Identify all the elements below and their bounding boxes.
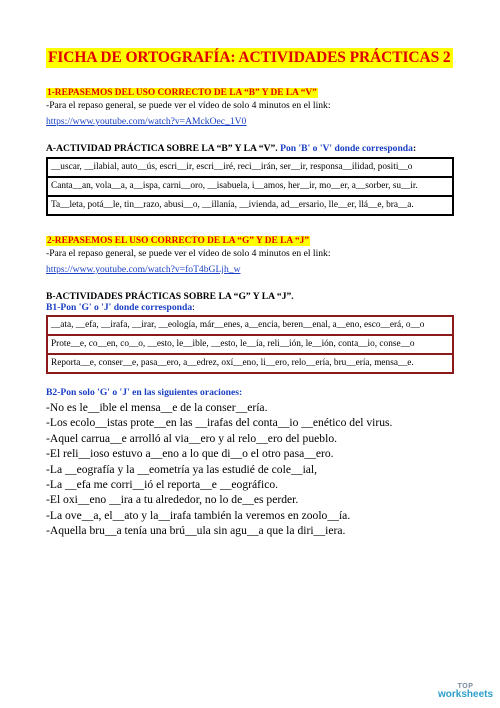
activity-b-title: B-ACTIVIDADES PRÁCTICAS SOBRE LA “G” Y LA “J”. <box>46 291 294 302</box>
activity-a-table <box>46 157 454 216</box>
exercise-row[interactable]: Ta__leta, potá__le, tin__razo, abusi__o, __illanía, __ivienda, ad__ersario, lle__er, llá__e, bra__a. <box>46 197 454 216</box>
sentence[interactable]: -No es le__ible el mensa__e de la conser__ería. <box>46 401 268 414</box>
sentence[interactable]: -La ove__a, el__ato y la__irafa también la veremos en zoolo__ía. <box>46 508 351 522</box>
topworksheets-logo <box>438 683 493 700</box>
activity-a-title: A-ACTIVIDAD PRÁCTICA SOBRE LA “B” Y LA “V”. <box>46 143 278 154</box>
b2-heading: B2-Pon solo 'G' o 'J' en las siguientes oraciones: <box>46 387 243 398</box>
sentence[interactable]: -Los ecolo__istas prote__en las __irafas del conta__io __enético del virus. <box>46 416 393 430</box>
activity-a-instruction: Pon 'B' o 'V' donde corresponda <box>280 143 413 154</box>
exercise-row[interactable]: Canta__an, vola__a, a__ispa, carni__oro, __isabuela, i__amos, her__ir, mo__er, a__sorber, su__ir. <box>46 178 454 197</box>
page-title: FICHA DE ORTOGRAFÍA: ACTIVIDADES PRÁCTICAS 2 <box>48 49 451 66</box>
sentence[interactable]: -La __efa me corri__ió el reporta__e __eográfico. <box>46 478 279 492</box>
exercise-row[interactable]: __uscar, __ilabial, auto__ús, escri__ir, escri__iré, reci__irán, ser__ir, responsa__ilidad, positi__o <box>46 157 454 178</box>
section-bv-intro: -Para el repaso general, se puede ver el vídeo de solo 4 minutos en el link: <box>46 100 331 111</box>
activity-a-heading: A-ACTIVIDAD PRÁCTICA SOBRE LA “B” Y LA “V”. Pon 'B' o 'V' donde corresponda: <box>46 143 417 154</box>
exercise-row[interactable]: Prote__e, co__en, co__o, __esto, le__ible, __esto, le__ía, reli__ión, le__ión, conta__io, conse__o <box>46 336 454 355</box>
b2-sentences <box>46 400 456 539</box>
section-bv <box>46 82 456 216</box>
logo-top-text: TOP <box>457 683 474 690</box>
logo-brand-text: worksheets <box>438 689 494 700</box>
sentence[interactable]: -Aquella bru__a tenía una brú__ula sin agu__a que la diri__iera. <box>46 524 346 538</box>
exercise-row[interactable]: __ata, __efa, __irafa, __irar, __eología, már__enes, a__encia, beren__enal, a__eno, esco__erá, o__o <box>46 315 454 336</box>
activity-b1-table <box>46 315 454 374</box>
sentence[interactable]: -El reli__ioso estuvo a__eno a lo que di__o el otro pasa__ero. <box>46 447 334 461</box>
sentence[interactable]: -El oxi__eno __ira a tu alrededor, no lo de__es perder. <box>46 493 299 507</box>
section-bv-heading: 1-REPASEMOS DEL USO CORRECTO DE LA “B” Y DE LA “V” <box>47 88 317 98</box>
section-gj <box>46 230 456 539</box>
section-gj-video-link[interactable]: https://www.youtube.com/watch?v=foT4bGLjh_w <box>46 264 241 275</box>
exercise-row[interactable]: Reporta__e, conser__e, pasa__ero, a__edrez, oxí__eno, li__ero, relo__ería, bru__ería, mensa__e. <box>46 355 454 374</box>
worksheet-page <box>46 48 456 539</box>
section-gj-intro: -Para el repaso general, se puede ver el vídeo de solo 4 minutos en el link: <box>46 248 331 259</box>
b1-heading: B1-Pon 'G' o 'J' donde corresponda: <box>46 302 195 313</box>
sentence[interactable]: -Aquel carrua__e arrolló al via__ero y al relo__ero del pueblo. <box>46 431 338 445</box>
section-bv-video-link[interactable]: https://www.youtube.com/watch?v=AMckOec_1V0 <box>46 116 247 127</box>
section-gj-heading: 2-REPASEMOS EL USO CORRECTO DE LA “G” Y DE LA “J” <box>47 236 310 246</box>
sentence[interactable]: -La __eografía y la __eometría ya las estudié de cole__ial, <box>46 462 318 476</box>
